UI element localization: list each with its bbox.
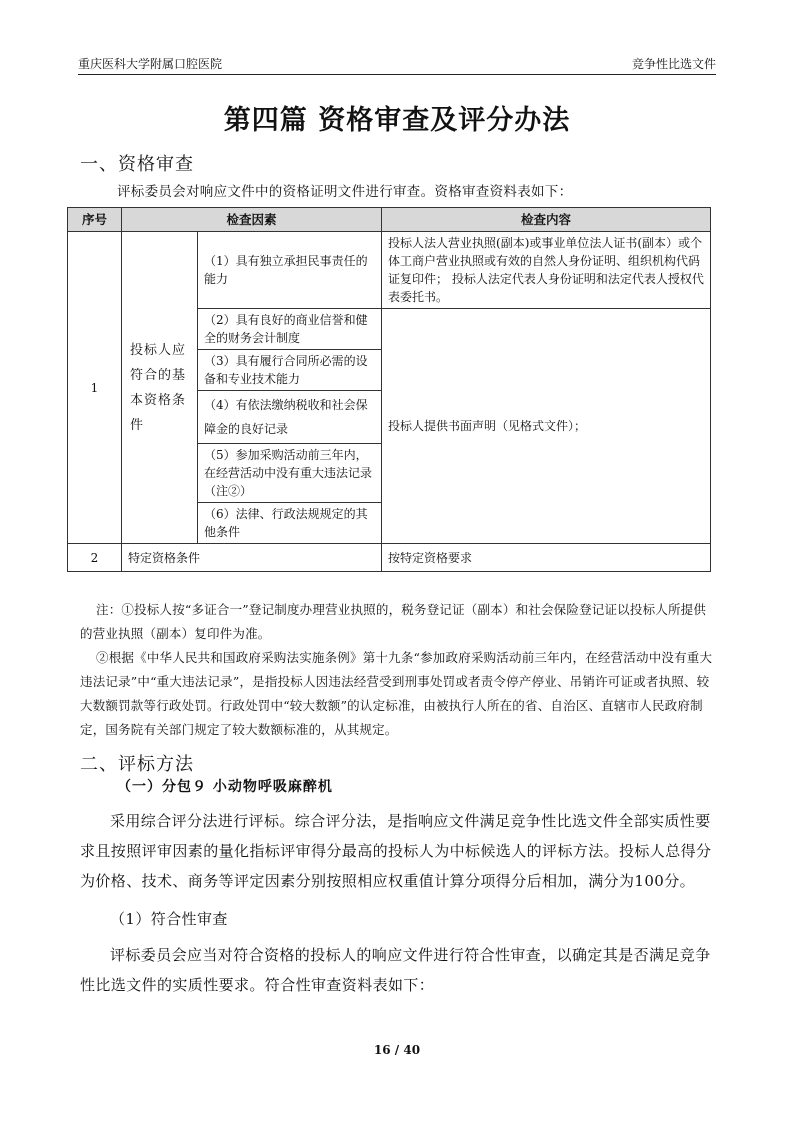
factor-cell: 特定资格条件 xyxy=(122,544,382,572)
paragraph: 评标委员会应当对符合资格的投标人的响应文件进行符合性审查，以确定其是否满足竞争性比选文件的实质性要求。符合性审查资料表如下： xyxy=(80,946,711,994)
content-cell: 投标人提供书面声明（见格式文件）； xyxy=(382,309,711,544)
row-number: 1 xyxy=(68,232,122,544)
factor-group: 投标人应符合的基本资格条件 xyxy=(122,232,198,544)
note-2: ②根据《中华人民共和国政府采购法实施条例》第十九条“参加政府采购活动前三年内，在经营活动中没有重大违法记录”中“重大违法记录”，是指投标人因违法经营受到刑事处罚或者责令停产停业、吊销许可证或者执照、较大数额罚款等行政处罚。行政处罚中“较大数额”的认定标准，由被执行人所在的省、自治区、直辖市人民政府制定，国务院有关部门规定了较大数额标准的，从其规定。 xyxy=(80,650,713,737)
page-number: 16 / 40 xyxy=(373,1043,421,1057)
header-right: 竞争性比选文件 xyxy=(631,57,716,71)
factor-cell: （6）法律、行政法规规定的其他条件 xyxy=(198,503,382,544)
table-row xyxy=(68,544,711,572)
notes xyxy=(80,598,714,742)
section2-subheading: （一）分包９ 小动物呼吸麻醉机 xyxy=(117,779,333,795)
section1-intro: 评标委员会对响应文件中的资格证明文件进行审查。资格审查资料表如下： xyxy=(117,184,573,200)
page-header xyxy=(78,56,716,75)
item-heading: （1）符合性审查 xyxy=(110,910,228,928)
section1-heading: 一、资格审查 xyxy=(80,154,194,175)
table-row xyxy=(68,232,711,309)
header-content: 检查内容 xyxy=(382,208,711,232)
header-factor: 检查因素 xyxy=(122,208,382,232)
factor-cell: （5）参加采购活动前三年内，在经营活动中没有重大违法记录（注②） xyxy=(198,444,382,503)
section2-heading: 二、评标方法 xyxy=(80,754,194,775)
note-1: 注：①投标人按“多证合一”登记制度办理营业执照的，税务登记证（副本）和社会保险登记证以投标人所提供的营业执照（副本）复印件为准。 xyxy=(80,602,707,641)
content-cell: 投标人法人营业执照(副本)或事业单位法人证书(副本）或个体工商户营业执照或有效的自然人身份证明、组织机构代码证复印件； 投标人法定代表人身份证明和法定代表人授权代表委托书。 xyxy=(382,232,711,309)
qualification-table xyxy=(67,207,711,572)
table-header-row xyxy=(68,208,711,232)
factor-cell: （3）具有履行合同所必需的设备和专业技术能力 xyxy=(198,350,382,391)
factor-cell: （1）具有独立承担民事责任的能力 xyxy=(198,232,382,309)
page-title: 第四篇 资格审查及评分办法 xyxy=(223,105,571,136)
factor-cell: （2）具有良好的商业信誉和健全的财务会计制度 xyxy=(198,309,382,350)
header-no: 序号 xyxy=(68,208,122,232)
paragraph: 采用综合评分法进行评标。综合评分法，是指响应文件满足竞争性比选文件全部实质性要求且按照评审因素的量化指标评审得分最高的投标人为中标候选人的评标方法。投标人总得分为价格、技术、商务等评定因素分别按照相应权重值计算分项得分后相加，满分为100分。 xyxy=(80,812,712,890)
content-cell: 按特定资格要求 xyxy=(382,544,711,572)
factor-cell: （4）有依法缴纳税收和社会保障金的良好记录 xyxy=(198,391,382,444)
header-left: 重庆医科大学附属口腔医院 xyxy=(78,57,223,71)
section2-body xyxy=(80,806,716,1000)
row-number: 2 xyxy=(68,544,122,572)
